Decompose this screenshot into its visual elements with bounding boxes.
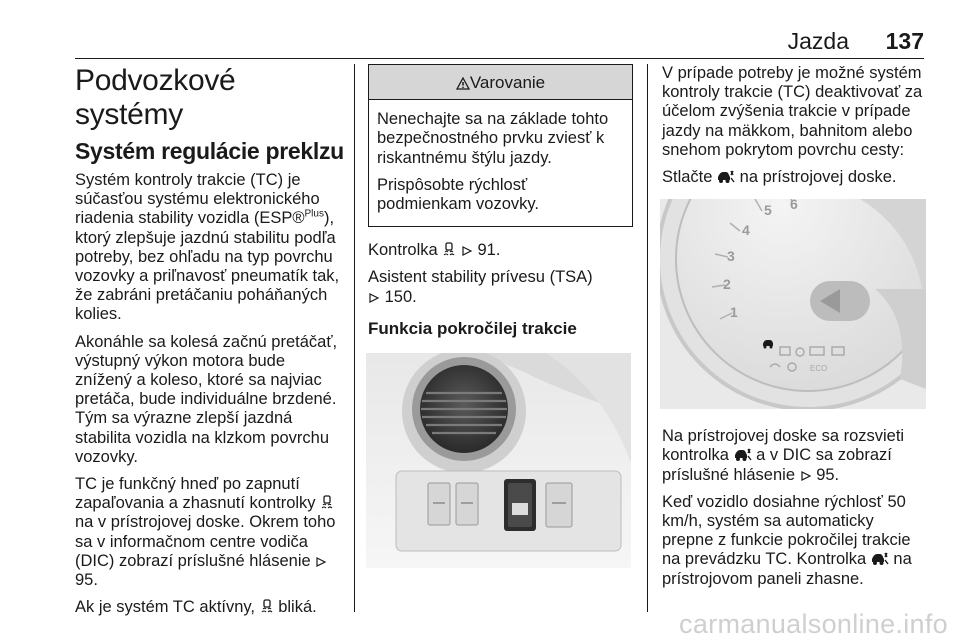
warning-triangle-icon [456, 77, 470, 90]
console-switch-photo [366, 353, 631, 568]
warning-header [369, 65, 632, 100]
paragraph [368, 268, 633, 306]
text: na prístrojovej doske. [739, 168, 897, 187]
page-reference[interactable]: 95. [816, 465, 840, 484]
gauge-tick: 2 [723, 276, 731, 293]
paragraph [75, 171, 345, 325]
column-divider [647, 64, 648, 612]
gauge-illustration [660, 199, 926, 409]
warning-box [368, 64, 633, 227]
instrument-panel-photo [660, 199, 926, 409]
paragraph [368, 241, 633, 260]
gauge-tick: 4 [742, 222, 750, 239]
page-reference-icon[interactable] [461, 245, 473, 257]
text: Na prístrojovej doske sa rozsvieti kontrolka [662, 427, 905, 465]
paragraph [662, 427, 928, 485]
gauge-tick: 6 [790, 199, 798, 213]
paragraph [75, 598, 345, 617]
section-title: Jazda [787, 28, 849, 54]
traction-off-icon [717, 169, 735, 184]
text: Ak je systém TC aktívny, [75, 598, 256, 617]
traction-control-icon [442, 242, 456, 257]
column-3 [662, 64, 928, 597]
warning-body [369, 100, 632, 226]
page-reference[interactable]: 91. [477, 241, 501, 260]
column-divider [354, 64, 355, 612]
page-reference[interactable]: 95. [75, 571, 98, 590]
section-heading: Systém regulácie preklzu [75, 138, 344, 164]
text: na v prístrojovej doske. Okrem toho sa v informačnom centre vodiča (DIC) zobrazí príslušné hlásenie [75, 513, 336, 570]
text: TC je funkčný hneď po zapnutí zapaľovania a zhasnutí kontrolky [75, 475, 316, 513]
page-reference-icon[interactable] [315, 556, 327, 568]
subheading: Funkcia pokročilej trakcie [368, 318, 577, 338]
gauge-tick: 5 [764, 202, 772, 219]
text: bliká. [278, 598, 317, 617]
paragraph: V prípade potreby je možné systém kontroly trakcie (TC) deaktivovať za účelom zvýšenia trakcie v prípade jazdy na mäkkom, bahnitom alebo snehom pokrytom povrchu cesty: [662, 64, 923, 159]
console-illustration [366, 353, 631, 568]
traction-off-icon [871, 551, 889, 566]
text: na prístrojovom paneli zhasne. [662, 550, 912, 588]
text: Systém kontroly trakcie (TC) je súčasťou systému elektronického riadenia stability vozidla (ESP® [75, 171, 320, 228]
text: Stlačte [662, 168, 713, 187]
text: Kontrolka [368, 241, 438, 260]
text: ), ktorý zlepšuje jazdnú stabilitu podľa potreby, bez ohľadu na typ povrchu vozovky a priľnavosť pneumatík tak, že zabráni pretáčaniu poháňaných kolies. [75, 209, 340, 324]
watermark: carmanualsonline.info [679, 609, 948, 639]
gauge-tick: 1 [730, 304, 738, 321]
column-2 [368, 64, 633, 586]
text: a v DIC sa zobrazí príslušné hlásenie [662, 446, 892, 484]
page-reference-icon[interactable] [368, 292, 380, 304]
header-rule [75, 58, 924, 59]
traction-control-icon [260, 599, 274, 614]
text: Keď vozidlo dosiahne rýchlosť 50 km/h, systém sa automaticky prepne z funkcie pokročilej trakcie na prevádzku TC. Kontrolka [662, 492, 911, 569]
page-reference[interactable]: 150. [384, 287, 417, 306]
page-reference-icon[interactable] [800, 470, 812, 482]
text: Asistent stability prívesu (TSA) [368, 268, 593, 287]
eco-label: ECO [810, 364, 828, 374]
traction-control-icon [320, 495, 334, 510]
paragraph: Akonáhle sa kolesá začnú pretáčať, výstupný výkon motora bude znížený a koleso, ktoré sa najviac pretáča, bude individuálne brzdené. Tým sa výrazne zlepší jazdná stabilita vozidla na klzkom povrchu vozovky. [75, 332, 338, 466]
page-header [0, 26, 960, 56]
column-1 [75, 64, 345, 625]
chapter-title: Podvozkové systémy [75, 64, 236, 131]
paragraph [662, 168, 928, 187]
warning-text: Nenechajte sa na základe tohto bezpečnostného prvku zviesť k riskantnému štýlu jazdy. [377, 110, 609, 167]
traction-off-icon [734, 447, 752, 462]
superscript: Plus [304, 208, 324, 220]
warning-text: Prispôsobte rýchlosť podmienkam vozovky. [377, 175, 540, 214]
paragraph [662, 493, 928, 589]
warning-title: Varovanie [469, 73, 546, 92]
gauge-tick: 3 [727, 248, 735, 265]
page-number: 137 [885, 28, 924, 54]
paragraph [75, 475, 345, 590]
